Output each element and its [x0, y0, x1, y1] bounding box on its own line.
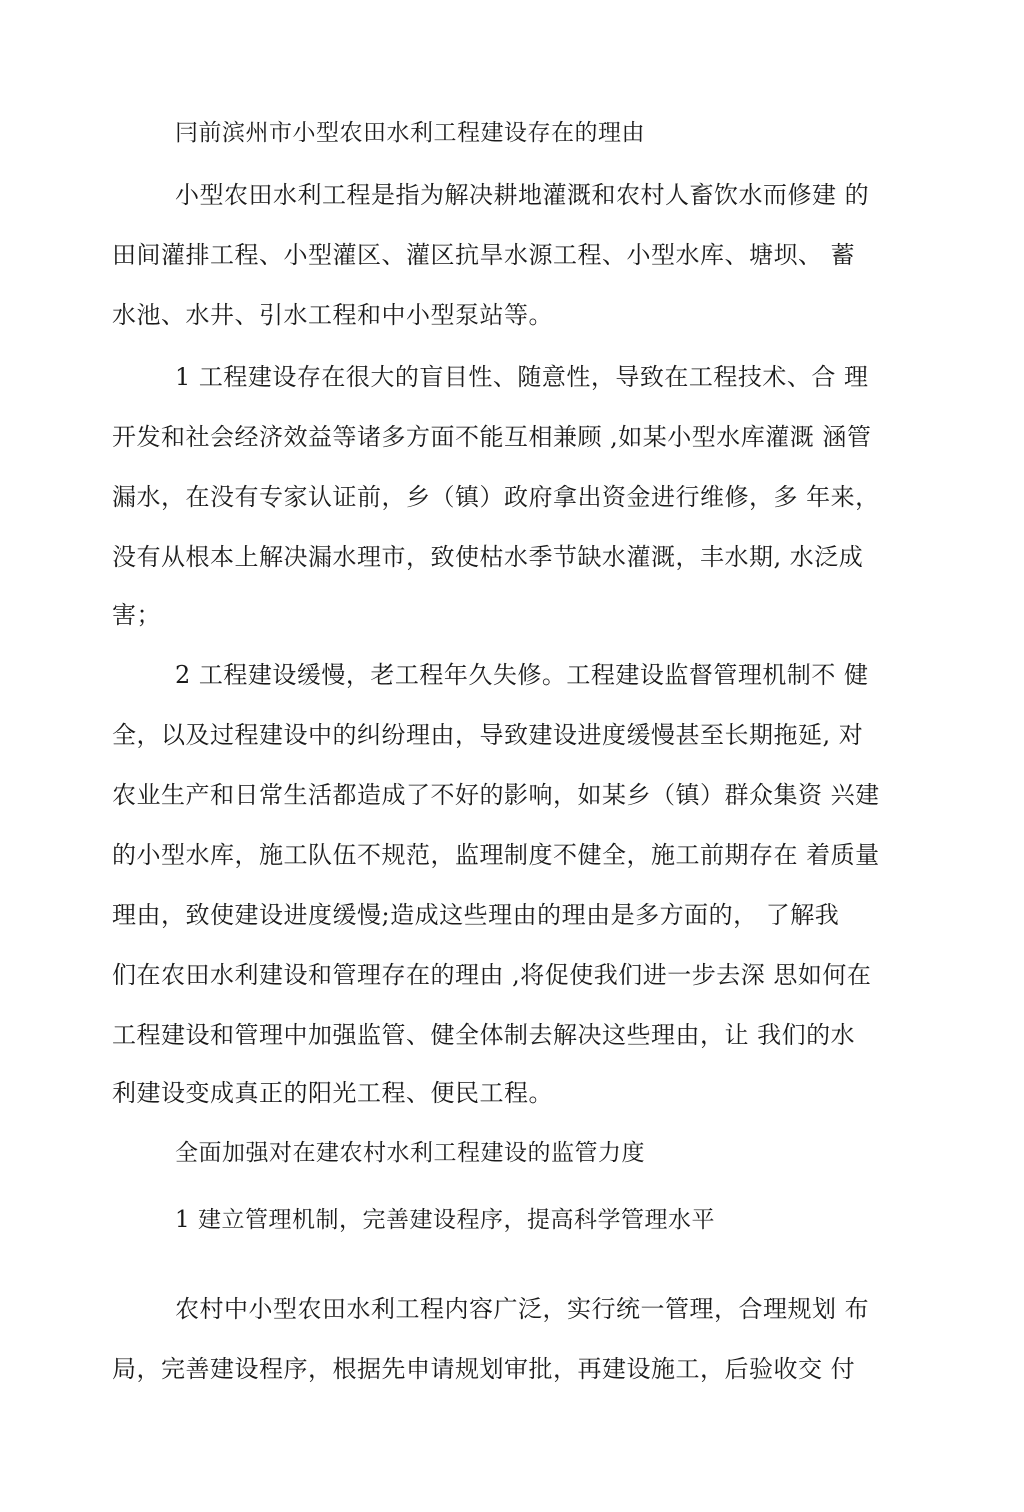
- paragraph-line: 全，以及过程建设中的纠纷理由，导致建设进度缓慢甚至长期拖延, 对: [112, 721, 864, 749]
- paragraph-line: 农村中小型农田水利工程内容广泛，实行统一管理，合理规划 布: [175, 1295, 870, 1323]
- paragraph-line: 们在农田水利建设和管理存在的理由 ,将促使我们进一步去深 思如何在: [112, 961, 872, 989]
- paragraph-line: 的小型水库，施工队伍不规范，监理制度不健全，施工前期存在 着质量: [112, 841, 880, 869]
- paragraph-line: 田间灌排工程、小型灌区、灌区抗旱水源工程、小型水库、塘坝、 蓄: [112, 241, 856, 269]
- subsection-heading-management: 1 建立管理机制，完善建设程序，提高科学管理水平: [175, 1207, 715, 1233]
- section-heading-supervision: 全面加强对在建农村水利工程建设的监管力度: [175, 1140, 645, 1166]
- paragraph-line: 局，完善建设程序，根据先申请规划审批，再建设施工，后验收交 付: [112, 1355, 856, 1383]
- paragraph-line: 水池、水井、引水工程和中小型泵站等。: [112, 301, 553, 329]
- paragraph-line: 农业生产和日常生活都造成了不好的影响，如某乡（镇）群众集资 兴建: [112, 781, 880, 809]
- paragraph-line: 理由，致使建设进度缓慢;造成这些理由的理由是多方面的， 了解我: [112, 901, 840, 929]
- paragraph-line: 利建设变成真正的阳光工程、便民工程。: [112, 1079, 553, 1107]
- paragraph-line: 1 工程建设存在很大的盲目性、随意性，导致在工程技术、合 理: [175, 363, 869, 391]
- paragraph-line: 害；: [112, 601, 161, 629]
- paragraph-line: 开发和社会经济效益等诸多方面不能互相兼顾 ,如某小型水库灌溉 涵管: [112, 423, 872, 451]
- paragraph-line: 小型农田水利工程是指为解决耕地灌溉和农村人畜饮水而修建 的: [175, 181, 870, 209]
- paragraph-line: 漏水，在没有专家认证前，乡（镇）政府拿出资金进行维修，多 年来，: [112, 483, 880, 511]
- paragraph-line: 工程建设和管理中加强监管、健全体制去解决这些理由，让 我们的水: [112, 1021, 856, 1049]
- paragraph-line: 2 工程建设缓慢，老工程年久失修。工程建设监督管理机制不 健: [175, 661, 869, 689]
- section-heading-current-problems: 冃前滨州市小型农田水利工程建设存在的理由: [175, 120, 645, 146]
- paragraph-line: 没有从根本上解决漏水理市，致使枯水季节缺水灌溉，丰水期, 水泛成: [112, 543, 864, 571]
